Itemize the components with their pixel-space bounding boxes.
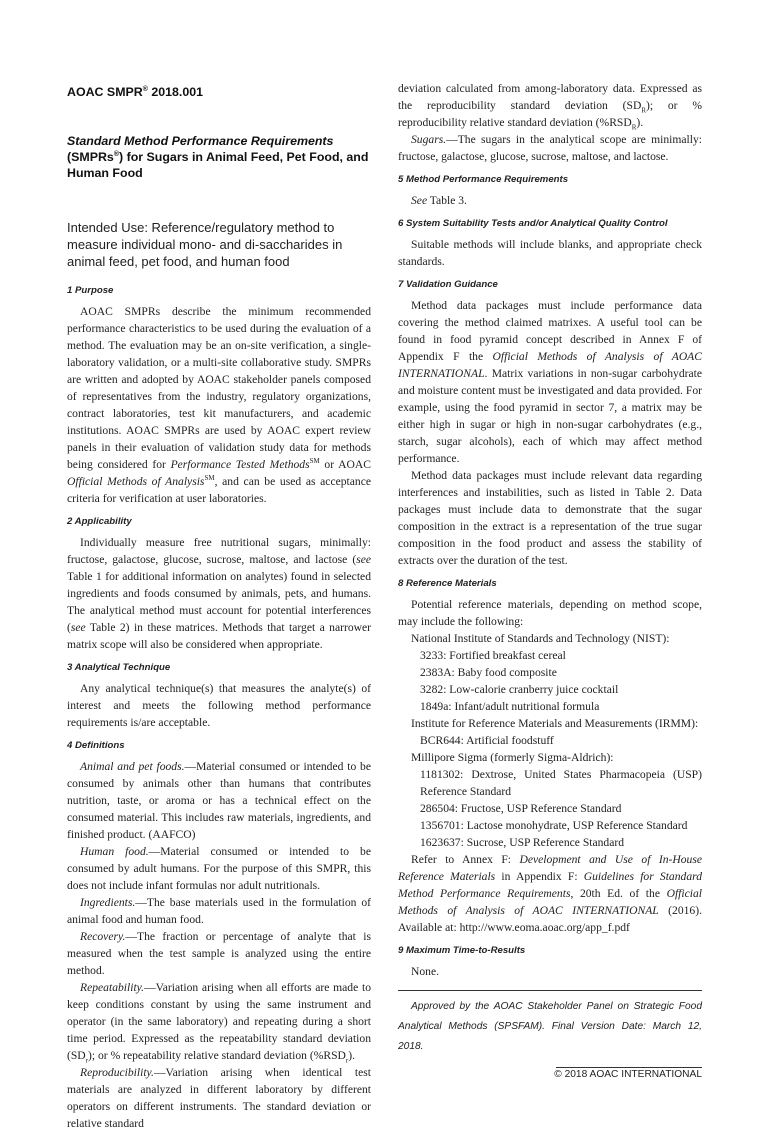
list-subitem: [398, 766, 702, 800]
text-segment: —The fraction or percentage of analyte that is measured when the test sample is analyzed using the entire method.: [67, 930, 371, 977]
text-segment: 2018.001: [147, 85, 204, 99]
text-segment: deviation calculated from among-laboratory data. Expressed as the reproducibility standard deviation (SD: [398, 82, 702, 112]
section-heading: [67, 282, 371, 299]
text-segment: Sugars.: [411, 133, 447, 146]
text-segment: Refer to Annex F:: [411, 853, 520, 866]
list-subitem: [398, 647, 702, 664]
text-segment: Ingredients.: [80, 896, 136, 909]
text-segment: National Institute of Standards and Technology (NIST):: [411, 632, 670, 645]
section-heading: [398, 171, 702, 188]
text-segment: Institute for Reference Materials and Measurements (IRMM):: [411, 717, 699, 730]
text-segment: —The base materials used in the formulation of animal food and human food.: [67, 896, 371, 926]
text-segment: Suitable methods will include blanks, and appropriate check standards.: [398, 238, 702, 268]
approval-note: Approved by the AOAC Stakeholder Panel on Strategic Food Analytical Methods (SPSFAM). Final Version Date: March 12, 2018.: [398, 1001, 702, 1052]
text-segment: ); or % repeatability relative standard deviation (%RSD: [88, 1049, 346, 1062]
paragraph: [67, 534, 371, 653]
paragraph: [398, 192, 702, 209]
text-segment: see: [70, 621, 86, 634]
document-title: [67, 133, 371, 181]
section-heading: [67, 737, 371, 754]
text-segment: in Appendix F:: [495, 870, 584, 883]
text-segment: 2383A: Baby food composite: [420, 666, 557, 679]
text-segment: 1 Purpose: [67, 285, 114, 296]
section-heading: [67, 659, 371, 676]
right-column-body: [398, 80, 702, 980]
text-segment: Performance Tested Methods: [170, 458, 310, 471]
footer-divider: [398, 990, 702, 991]
text-segment: AOAC SMPRs describe the minimum recommended performance characteristics to be used during the evaluation of a method. The evaluation may be an on-site verification, a single-laboratory validation, or a multi-site collaborative study. SMPRs are written and adopted by AOAC stakeholder panels composed of representatives from the industry, regulatory organizations, contract laboratories, test kit manufacturers, and academic institutions. AOAC SMPRs are used by AOAC expert review panels in their evaluation of validation study data for methods being considered for: [67, 305, 371, 471]
text-segment: Animal and pet foods.: [80, 760, 185, 773]
text-segment: Development and Use of In-House Reference Materials: [398, 853, 703, 883]
page-footer: [398, 990, 702, 1082]
text-segment: 3282: Low-calorie cranberry juice cocktail: [420, 683, 619, 696]
text-segment: 2 Applicability: [67, 516, 132, 527]
text-segment: Official Methods of Analysis: [67, 475, 205, 488]
text-segment: Table 2) in these matrices. Methods that target a narrower matrix scope will also be considered when appropriate.: [67, 621, 371, 651]
text-segment: (SMPRs: [67, 150, 114, 164]
document-id: [67, 84, 371, 101]
text-segment: Recovery.: [80, 930, 126, 943]
list-subitem: [398, 800, 702, 817]
paragraph: [67, 843, 371, 894]
text-segment: 1181302: Dextrose, United States Pharmacopeia (USP) Reference Standard: [420, 768, 702, 798]
text-segment: see: [356, 553, 371, 566]
text-segment: See: [411, 194, 428, 207]
text-segment: None.: [411, 965, 440, 978]
text-segment: —Variation arising when identical test materials are analyzed in different laboratory by different operators on different instruments. The standard deviation or relative standard: [67, 1066, 371, 1130]
paragraph: [398, 851, 702, 936]
text-segment: . Matrix variations in non-sugar carbohydrate and moisture content must be investigated and data provided. For example, using the food pyramid in sector 7, a matrix may be either high in sugar or high in non-sugar carbohydrates (e.g., starch, sugar alcohols), each of which may affect method performance.: [398, 367, 702, 465]
text-segment: 4 Definitions: [67, 740, 125, 751]
copyright: © 2018 AOAC INTERNATIONAL: [554, 1069, 702, 1080]
text-segment: —Material consumed or intended to be consumed by animals other than humans that contributes nutrition, taste, or aroma or has a technical effect on the consumed material. This includes raw materials, ingredients, and finished product. (AAFCO): [67, 760, 372, 841]
text-segment: Official Methods of Analysis of AOAC INTERNATIONAL: [398, 350, 703, 380]
text-segment: Reproducibility.: [80, 1066, 154, 1079]
list-subitem: [398, 698, 702, 715]
text-segment: ).: [348, 1049, 356, 1062]
paragraph: [398, 297, 702, 467]
paragraph: [67, 303, 371, 507]
paragraph: [67, 894, 371, 928]
text-segment: Method data packages must include relevant data regarding interferences and instabilities, such as listed in Table 2. Data packages must include data to demonstrate that the sugar composition in the extract is a representation of the true sugar composition in the food product and assess the stability of extracts over the duration of the test.: [398, 469, 702, 567]
list-subitem: [398, 817, 702, 834]
text-segment: 3233: Fortified breakfast cereal: [420, 649, 566, 662]
text-segment: Potential reference materials, depending on method scope, may include the following:: [398, 598, 702, 628]
text-segment: 6 System Suitability Tests and/or Analytical Quality Control: [398, 218, 668, 229]
text-segment: Millipore Sigma (formerly Sigma-Aldrich):: [411, 751, 614, 764]
list-subitem: [398, 834, 702, 851]
text-segment: Official Methods of Analysis of AOAC INTERNATIONAL: [398, 887, 702, 917]
text-segment: AOAC SMPR: [67, 85, 143, 99]
text-segment: SM: [309, 457, 320, 466]
text-segment: 1849a: Infant/adult nutritional formula: [420, 700, 600, 713]
paragraph: [398, 131, 702, 165]
text-segment: 5 Method Performance Requirements: [398, 174, 569, 185]
paragraph: [398, 467, 702, 569]
intended-use: [67, 219, 371, 270]
text-segment: , and can be used as acceptance criteria for verification at user laboratories.: [67, 475, 371, 505]
text-segment: Standard Method Performance Requirements: [67, 134, 334, 148]
text-segment: —The sugars in the analytical scope are minimally: fructose, galactose, glucose, sucrose, maltose, and lactose.: [398, 133, 702, 163]
text-segment: Table 1 for additional information on analytes) found in selected ingredients and foods consumed by animals, pets, and humans. The analytical method must account for potential interferences (: [67, 570, 371, 634]
list-subitem: [398, 664, 702, 681]
text-segment: ); or % reproducibility relative standard deviation (%RSD: [398, 99, 702, 129]
text-segment: Individually measure free nutritional sugars, minimally: fructose, galactose, glucose, sucrose, maltose, and lactose (: [67, 536, 371, 566]
text-segment: ).: [636, 116, 644, 129]
paragraph: [398, 236, 702, 270]
left-column: [67, 80, 371, 1132]
text-segment: r: [85, 1056, 89, 1065]
section-heading: [398, 215, 702, 232]
text-segment: 286504: Fructose, USP Reference Standard: [420, 802, 622, 815]
text-segment: , 20th Ed. of the: [570, 887, 667, 900]
text-segment: Intended Use: Reference/regulatory method to measure individual mono- and di-saccharides in animal feed, pet food, and human food: [67, 220, 343, 269]
text-segment: r: [345, 1056, 349, 1065]
text-segment: ) for Sugars in Animal Feed, Pet Food, and Human Food: [67, 150, 369, 180]
text-segment: 7 Validation Guidance: [398, 279, 498, 290]
text-segment: —Variation arising when all efforts are made to keep conditions constant by using the same instrument and operator (in the same laboratory) and repeating during a short time period. Expressed as the repeatability standard deviation (SD: [67, 981, 371, 1062]
list-subitem: [398, 681, 702, 698]
section-heading: [398, 575, 702, 592]
text-segment: 1623637: Sucrose, USP Reference Standard: [420, 836, 625, 849]
list-item: [398, 715, 702, 732]
text-segment: (2016). Available at: http://www.eoma.aoac.org/app_f.pdf: [398, 904, 702, 934]
text-segment: —Material consumed or intended to be consumed by adult humans. For the purpose of this SMPR, this does not include infant formulas nor adult nutritionals.: [67, 845, 372, 892]
text-segment: 9 Maximum Time-to-Results: [398, 945, 526, 956]
paragraph: [67, 680, 371, 731]
text-segment: Table 3.: [427, 194, 467, 207]
paragraph: [67, 928, 371, 979]
paragraph: [398, 963, 702, 980]
paragraph: [398, 80, 702, 131]
text-segment: SM: [204, 474, 215, 483]
list-subitem: [398, 732, 702, 749]
section-heading: [398, 276, 702, 293]
text-segment: Guidelines for Standard Method Performance Requirements: [398, 870, 702, 900]
paragraph: [67, 758, 371, 843]
text-segment: R: [631, 123, 637, 132]
right-column: [398, 80, 702, 1082]
text-segment: Method data packages must include performance data covering the method claimed matrixes. A useful tool can be found in food pyramid concept described in Annex F of Appendix F the: [398, 299, 702, 363]
section-heading: [67, 513, 371, 530]
text-segment: 3 Analytical Technique: [67, 662, 171, 673]
text-segment: BCR644: Artificial foodstuff: [420, 734, 554, 747]
text-segment: or AOAC: [319, 458, 371, 471]
paragraph: [67, 1064, 371, 1132]
text-segment: ®: [142, 85, 148, 93]
text-segment: 1356701: Lactose monohydrate, USP Reference Standard: [420, 819, 688, 832]
text-segment: ®: [113, 150, 119, 158]
text-segment: R: [641, 106, 647, 115]
paragraph: [398, 596, 702, 630]
text-segment: Repeatability.: [80, 981, 145, 994]
text-segment: 8 Reference Materials: [398, 578, 497, 589]
list-item: [398, 749, 702, 766]
text-segment: Any analytical technique(s) that measures the analyte(s) of interest and meets the following method performance requirements is/are acceptable.: [67, 682, 371, 729]
section-heading: [398, 942, 702, 959]
list-item: [398, 630, 702, 647]
text-segment: Human food.: [80, 845, 149, 858]
paragraph: [67, 979, 371, 1064]
